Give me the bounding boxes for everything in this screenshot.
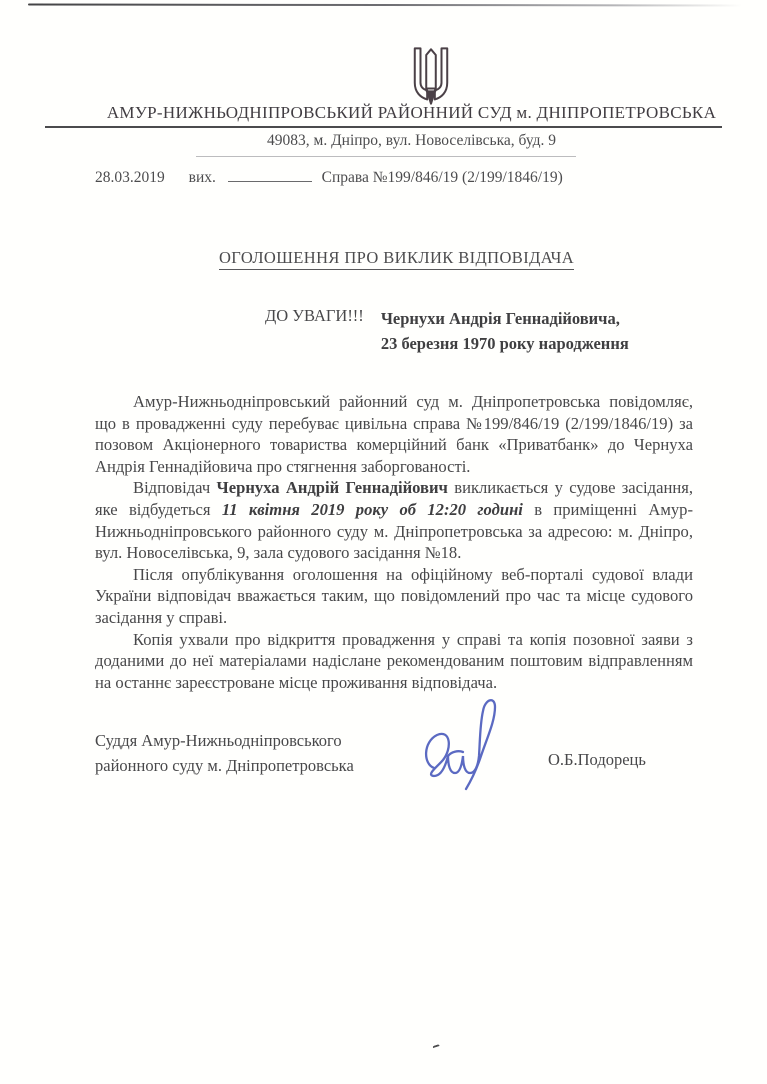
judge-signature bbox=[418, 694, 530, 792]
judge-title-line1: Суддя Амур-Нижньодніпровського bbox=[95, 731, 342, 750]
document-title: ОГОЛОШЕННЯ ПРО ВИКЛИК ВІДПОВІДАЧА bbox=[26, 248, 767, 268]
document-body bbox=[95, 391, 693, 693]
paragraph-case-info: Амур-Нижньодніпровський районний суд м. Дніпропетровська повідомляє, що в провадженні суду перебуває цивільна справа №199/846/19 (2/199/1846/19) за позовом Акціонерного товариства комерційний банк «Приватбанк» до Чернуха Андрія Геннадійовича про стягнення заборгованості. bbox=[95, 392, 693, 476]
paragraph-summons: Відповідач Чернуха Андрій Геннадійович викликається у судове засідання, яке відбудеться 11 квітня 2019 року об 12:20 годині в приміщенні Амур-Нижньодніпровського районного суду м. Дніпропетровська за адресою: м. Дніпро, вул. Новоселівська, 9, зала судового засідання №18. bbox=[95, 478, 693, 563]
document-date: 28.03.2019 bbox=[95, 169, 165, 186]
paragraph-notice: Після опублікування оголошення на офіційному веб-порталі судової влади України відповідач вважається таким, що повідомлений про час та місце судового засідання у справі. bbox=[95, 564, 693, 627]
ukraine-trident-emblem-icon bbox=[410, 46, 452, 108]
judge-title-block bbox=[95, 728, 354, 778]
scan-speck-artifact bbox=[432, 1044, 440, 1051]
defendant-name-block bbox=[381, 306, 629, 356]
attention-block bbox=[265, 306, 629, 356]
attention-label: ДО УВАГИ!!! bbox=[265, 306, 364, 325]
judge-name: О.Б.Подорець bbox=[548, 750, 646, 769]
address-divider bbox=[196, 156, 576, 157]
defendant-birthdate: 23 березня 1970 року народження bbox=[380, 334, 629, 353]
judge-title-line2: районного суду м. Дніпропетровська bbox=[95, 756, 354, 775]
outgoing-number-blank bbox=[228, 168, 312, 182]
court-address: 49083, м. Дніпро, вул. Новоселівська, буд. 9 bbox=[267, 132, 556, 149]
outgoing-number-label: вих. bbox=[188, 169, 216, 186]
reference-line bbox=[95, 168, 563, 187]
header-divider bbox=[45, 126, 722, 128]
paragraph-mailing: Копія ухвали про відкриття провадження у справі та копія позовної заяви з доданими до неї матеріалами надіслане рекомендованим поштовим відправленням на останнє зареєстроване місце проживання відповідача. bbox=[95, 629, 693, 692]
case-number: Справа №199/846/19 (2/199/1846/19) bbox=[321, 169, 563, 186]
defendant-name-inline: Чернуха Андрій Геннадійович bbox=[216, 478, 448, 498]
scan-edge-artifact bbox=[28, 4, 742, 7]
court-name-heading: АМУР-НИЖНЬОДНІПРОВСЬКИЙ РАЙОННИЙ СУД м. ДНІПРОПЕТРОВСЬКА bbox=[106, 103, 717, 122]
defendant-name: Чернухи Андрія Геннадійовича, bbox=[380, 309, 620, 328]
hearing-datetime: 11 квітня 2019 року об 12:20 годині bbox=[221, 499, 523, 519]
